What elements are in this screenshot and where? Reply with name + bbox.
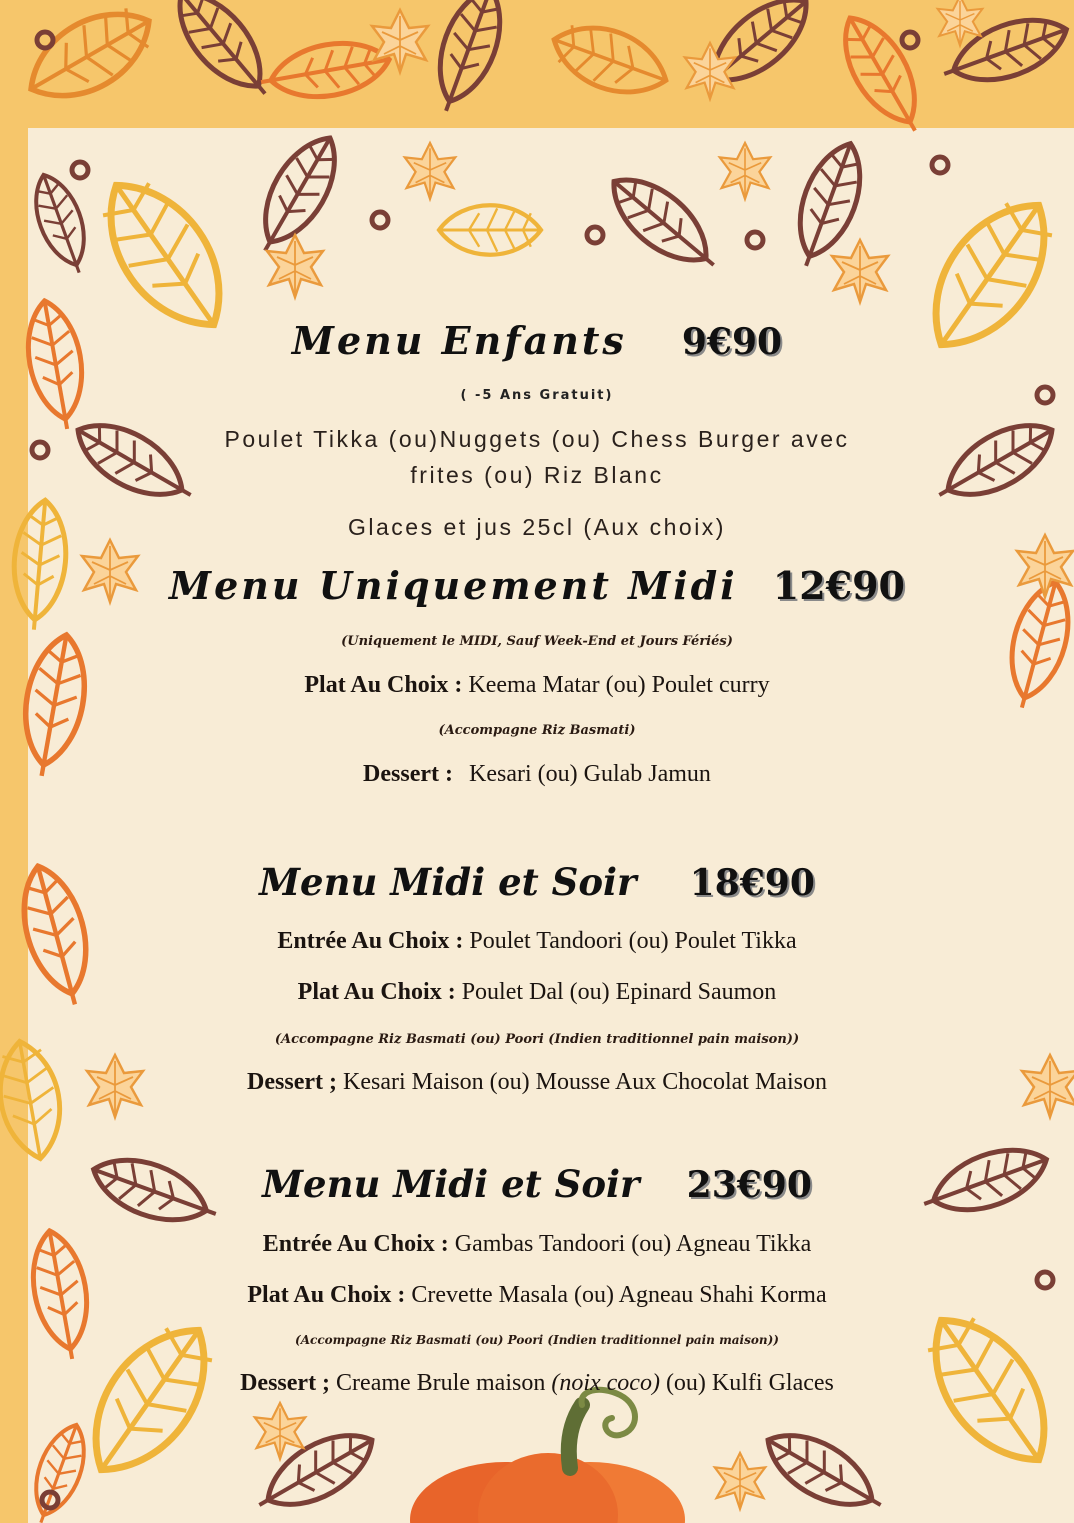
menu-23-price: 23€90 bbox=[686, 1164, 812, 1206]
menu-18-entree-value: Poulet Tandoori (ou) Poulet Tikka bbox=[469, 928, 797, 954]
menu-23-dessert-value-a: Creame Brule maison bbox=[336, 1370, 546, 1396]
menu-23-entree-value: Gambas Tandoori (ou) Agneau Tikka bbox=[454, 1231, 812, 1257]
kids-menu-line-3: Glaces et jus 25cl (Aux choix) bbox=[348, 514, 726, 540]
menu-23-header bbox=[0, 1162, 1074, 1206]
menu-18-plat bbox=[0, 979, 1074, 1006]
menu-23-entree-label: Entrée Au Choix : bbox=[262, 1231, 449, 1257]
menu-23-plat-value: Crevette Masala (ou) Agneau Shahi Korma bbox=[411, 1282, 827, 1308]
menu-23-dessert-value-c: (ou) Kulfi Glaces bbox=[665, 1370, 834, 1396]
menu-23-plat-label: Plat Au Choix : bbox=[247, 1282, 406, 1308]
menu-23-plat-note: (Accompagne Riz Basmati (ou) Poori (Indien traditionnel pain maison)) bbox=[295, 1333, 779, 1347]
lunch-menu-header bbox=[0, 563, 1074, 608]
lunch-menu-title: Menu Uniquement Midi bbox=[169, 563, 738, 608]
menu-18-title: Menu Midi et Soir bbox=[259, 860, 637, 904]
lunch-menu-price: 12€90 bbox=[772, 563, 905, 608]
kids-menu-line-2: frites (ou) Riz Blanc bbox=[410, 462, 664, 488]
lunch-menu-plat bbox=[0, 672, 1074, 699]
menu-18-entree-label: Entrée Au Choix : bbox=[277, 928, 464, 954]
lunch-plat-note: (Accompagne Riz Basmati) bbox=[438, 723, 636, 738]
menu-23-plat bbox=[0, 1282, 1074, 1309]
menu-18-header bbox=[0, 860, 1074, 904]
menu-18-plat-value: Poulet Dal (ou) Epinard Saumon bbox=[461, 979, 777, 1005]
lunch-dessert-label: Dessert : bbox=[363, 761, 453, 787]
menu-23-dessert bbox=[0, 1370, 1074, 1397]
menu-23-title: Menu Midi et Soir bbox=[262, 1162, 640, 1206]
kids-menu-price: 9€90 bbox=[681, 321, 783, 363]
kids-menu-title: Menu Enfants bbox=[291, 318, 627, 363]
menu-23-dessert-value-b: (noix coco) bbox=[551, 1370, 660, 1396]
lunch-dessert-value: Kesari (ou) Gulab Jamun bbox=[469, 761, 711, 787]
menu-18-price: 18€90 bbox=[689, 862, 815, 904]
kids-menu-header bbox=[0, 318, 1074, 363]
lunch-menu-dessert bbox=[0, 761, 1074, 788]
menu-18-dessert-label: Dessert ; bbox=[247, 1069, 337, 1095]
menu-18-dessert bbox=[0, 1069, 1074, 1096]
menu-18-entree bbox=[0, 928, 1074, 955]
menu-23-dessert-label: Dessert ; bbox=[240, 1370, 331, 1396]
lunch-menu-note: (Uniquement le MIDI, Sauf Week-End et Jours Fériés) bbox=[341, 634, 733, 649]
menu-18-dessert-value: Kesari Maison (ou) Mousse Aux Chocolat Maison bbox=[343, 1069, 827, 1095]
menu-18-plat-note: (Accompagne Riz Basmati (ou) Poori (Indien traditionnel pain maison)) bbox=[274, 1032, 800, 1047]
lunch-plat-label: Plat Au Choix : bbox=[304, 672, 463, 698]
kids-menu-line-1: Poulet Tikka (ou)Nuggets (ou) Chess Burger avec bbox=[224, 426, 850, 452]
lunch-plat-value: Keema Matar (ou) Poulet curry bbox=[468, 672, 770, 698]
menu-18-plat-label: Plat Au Choix : bbox=[297, 979, 456, 1005]
kids-menu-note: ( -5 Ans Gratuit) bbox=[460, 388, 614, 403]
menu-23-entree bbox=[0, 1231, 1074, 1258]
